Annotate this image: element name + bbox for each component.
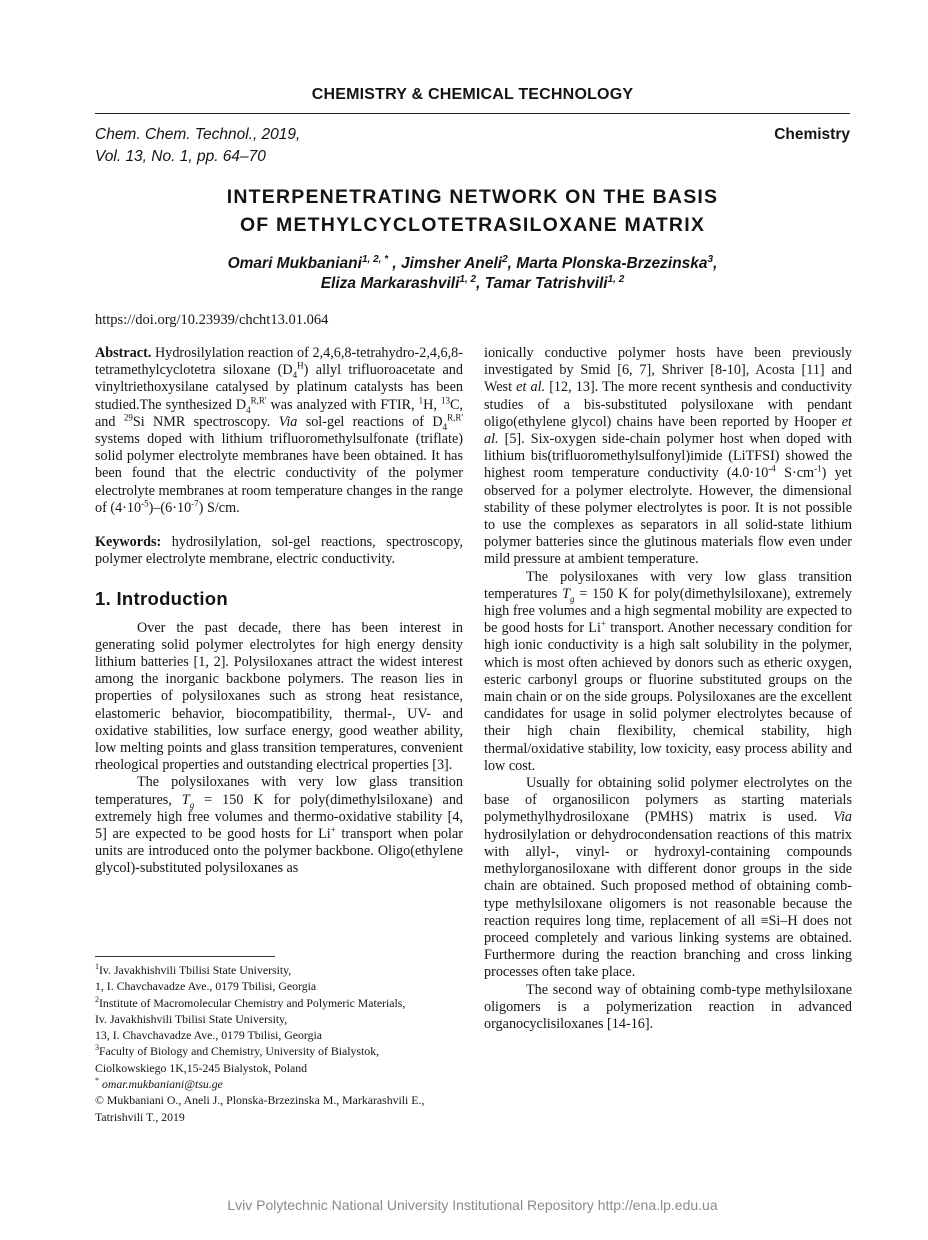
left-column: [95, 345, 463, 878]
footnote-marker: 1: [95, 962, 99, 972]
intro-paragraph-1: Over the past decade, there has been interest in generating solid polymer electrolytes for high energy density lithium batteries [1, 2]. Polysiloxanes attract the widest interest among the inorganic backbone polymers. The reason lies in properties of polysiloxanes such as strong heat resistance, elastomeric behavior, biocompatibility, thermal-, UV- and oxidative stabilities, low surface energy, good weather ability, low melting points and glass transition temperatures, convenient rheological properties and outstanding electrical properties [3].: [95, 619, 463, 774]
abstract-text: systems doped with lithium trifluoromethylsulfonate (triflate) solid polymer electrolyte membranes have been obtained. It has been found that the electric conductivity of the polymer electrolyte membranes at room temperature changes in the range of (4·10: [95, 431, 463, 516]
superscript: R,R': [447, 412, 463, 423]
citation-block: [95, 124, 495, 168]
superscript: 29: [123, 412, 133, 423]
superscript: 13: [440, 394, 450, 405]
superscript: +: [600, 618, 606, 629]
authors-line-1: Omari Mukbaniani$^{1, 2, *}$ , Jimsher Aneli$^2$, Marta Plonska-Brzezinska$^3$,: [227, 253, 718, 272]
author-name: Tamar Tatrishvili: [484, 275, 608, 292]
body-paragraph-2: [484, 569, 852, 775]
author-affiliation: 1, 2: [607, 273, 625, 285]
abstract-text: C, and: [95, 396, 463, 430]
citation-line-1: Chem. Chem. Technol., 2019,: [95, 126, 301, 143]
body-text: = 150 K for poly(dimethylsiloxane), extremely high free volumes and a high segmental mobility are expected to be good hosts for Li: [484, 585, 853, 637]
body-text: hydrosilylation or dehydrocondensation reactions of this matrix with allyl-, vinyl- or hydroxyl-containing compounds methylorganosiloxane with different donor groups in the side chain are obtained. Such proposed method of obtaining comb-type methylsiloxane oligomers is not reasonable because the reaction requires long time, replacement of all ≡Si–H does not proceed completely and various linking systems are obtained. Furthermore during the reaction branching and cross linking processes often take place.: [484, 826, 852, 981]
footnote-marker: *: [95, 1076, 99, 1086]
authors-line-2: Eliza Markarashvili$^{1, 2}$, Tamar Tatrishvili$^{1, 2}$: [320, 273, 625, 292]
doi-link[interactable]: https://doi.org/10.23939/chcht13.01.064: [95, 312, 329, 328]
italic-via: Via: [278, 413, 298, 430]
author-affiliation: 1, 2: [459, 273, 477, 285]
abstract-text: sol-gel reactions of D: [297, 413, 443, 430]
body-paragraph-1: [484, 345, 852, 569]
abstract-text: was analyzed with FTIR,: [266, 396, 419, 413]
abstract-label: Abstract.: [95, 345, 152, 361]
section-tag: Chemistry: [774, 126, 850, 143]
author-affiliation: 2: [502, 253, 508, 265]
superscript: -5: [141, 498, 149, 509]
body-text: = 150 K for poly(dimethylsiloxane) and extremely high free volumes and thermo-oxidative stability [4, 5] are expected to be good hosts for Li: [95, 791, 464, 843]
repository-footer: Lviv Polytechnic National University Institutional Repository http://ena.lp.edu.ua: [227, 1197, 718, 1213]
subscript: g: [569, 593, 575, 604]
abstract-text: )–(6·10: [148, 499, 192, 516]
keywords-text: hydrosilylation, sol-gel reactions, spectroscopy, polymer electrolyte membrane, electric conductivity.: [95, 534, 463, 568]
keywords-label: Keywords:: [95, 534, 162, 551]
intro-paragraph-2: [95, 774, 463, 877]
abstract-paragraph: [95, 345, 463, 517]
superscript: -4: [768, 463, 776, 474]
title-line-2: OF METHYLCYCLOTETRASILOXANE MATRIX: [239, 214, 706, 236]
footnote-text: Institute of Macromolecular Chemistry and Polymeric Materials,: [99, 995, 406, 1010]
footnote-line: 1, I. Chavchavadze Ave., 0179 Tbilisi, Georgia: [95, 979, 317, 994]
author-name: Eliza Markarashvili: [320, 275, 460, 292]
body-text: The polysiloxanes with very low glass transition temperatures,: [95, 774, 463, 808]
body-text: Usually for obtaining solid polymer electrolytes on the base of organosilicon polymers as starting materials polymethylhydrosiloxane (PMHS) matrix is used.: [484, 775, 852, 826]
body-text: transport. Another necessary condition for high ionic conductivity is a high salt solubility in the polymer, which is most often achieved by donors such as etheric oxygen, esteric carbonyl groups or fluorine substituted groups on the main chain or on the side groups. Polysiloxanes are the excellent candidates for usage in solid polymer electrolytes because of their high chain flexibility, chemical stability, high thermal/oxidative stability, low toxicity, easy process ability and low cost.: [484, 620, 852, 774]
title-line-1: INTERPENETRATING NETWORK ON THE BASIS: [226, 186, 719, 208]
subscript: 4: [442, 421, 448, 432]
body-paragraph-4: The second way of obtaining comb-type methylsiloxane oligomers is a polymerization reaction in advanced organocyclisiloxanes [14-16].: [484, 981, 852, 1032]
abstract-text: H,: [423, 396, 441, 413]
italic-tg: T: [562, 585, 570, 602]
subscript: 4: [292, 370, 298, 381]
footnote-text: Iv. Javakhishvili Tbilisi State University,: [99, 963, 292, 977]
author-list: [95, 254, 850, 294]
italic-et-al: et al.: [516, 379, 546, 396]
author-name: Marta Plonska-Brzezinska: [516, 255, 708, 272]
italic-tg: T: [181, 791, 190, 808]
footnote-rule: [95, 956, 275, 957]
superscript: 1: [418, 394, 424, 405]
abstract-text: ) S/cm.: [198, 499, 240, 516]
superscript: +: [330, 824, 336, 835]
body-text: [12, 13]. The more recent synthesis and conductivity studies of a bis-substituted polysiloxane with pendant oligo(ethylene glycol) chains have been reported by Hooper: [484, 379, 852, 430]
footnote-line: [95, 1043, 463, 1059]
citation-line-2: Vol. 13, No. 1, pp. 64–70: [95, 148, 266, 165]
abstract-text: ) allyl trifluoroacetate and vinyltriethoxysilane catalysed by platinum catalysts has been studied.The synthesized D: [95, 362, 463, 413]
paper-title: [95, 183, 850, 239]
footnote-line: 13, I. Chavchavadze Ave., 0179 Tbilisi, Georgia: [95, 1028, 323, 1043]
author-email[interactable]: omar.mukbaniani@tsu.ge: [101, 1077, 223, 1092]
author-affiliation: 3: [707, 253, 714, 265]
footnote-marker: 3: [95, 1043, 99, 1053]
footnote-line: Ciolkowskiego 1K,15-245 Bialystok, Poland: [95, 1060, 308, 1075]
body-text: [5]. Six-oxygen side-chain polymer host when doped with lithium bis(trifluoromethylsulfonyl)imide (LiTFSI) showed the highest room temperature conductivity (4.0·10: [484, 431, 852, 482]
body-text: The polysiloxanes with very low glass transition temperatures: [484, 568, 852, 602]
abstract-text: Hydrosilylation reaction of 2,4,6,8-tetrahydro-2,4,6,8-tetramethylcyclotetra siloxane (D: [95, 345, 463, 379]
subscript: 4: [246, 404, 251, 415]
footnote-line: Iv. Javakhishvili Tbilisi State University,: [95, 1011, 288, 1026]
footnote-line: [95, 995, 463, 1011]
superscript: H: [297, 360, 304, 371]
copyright-line: © Mukbaniani O., Aneli J., Plonska-Brzezinska M., Markarashvili E.,: [95, 1093, 425, 1108]
superscript: -7: [191, 498, 199, 509]
body-text: S·cm: [775, 465, 815, 482]
section-heading-introduction: 1. Introduction: [95, 588, 228, 610]
author-name: Jimsher Aneli: [401, 255, 503, 272]
journal-header: CHEMISTRY & CHEMICAL TECHNOLOGY: [311, 86, 634, 103]
right-column: [484, 345, 852, 1033]
abstract-text: Si NMR spectroscopy.: [132, 413, 279, 430]
subscript: g: [189, 799, 195, 810]
header-rule: [95, 113, 850, 114]
footnote-line: [95, 1076, 463, 1092]
superscript: -1: [814, 463, 822, 474]
footnotes: [95, 962, 463, 1125]
italic-et-al: et al.: [484, 413, 852, 448]
body-text: ionically conductive polymer hosts have been previously investigated by Smid [6, 7], Shriver [8-10], Acosta [11] and West: [484, 345, 852, 396]
body-paragraph-3: [484, 775, 852, 981]
keywords-paragraph: [95, 534, 463, 568]
footnote-marker: 2: [95, 994, 99, 1004]
body-text: ) yet observed for a polymer electrolyte. However, the dimensional stability of these polymer electrolytes is poor. It is not possible to use the complexes as separators in all solid-state lithium polymer batteries since the glutinous materials flow even under mild pressure at ambient temperature.: [484, 465, 852, 568]
italic-via: Via: [833, 809, 852, 826]
footnote-text: Faculty of Biology and Chemistry, University of Bialystok,: [99, 1044, 380, 1059]
footnote-line: [95, 962, 463, 978]
author-affiliation: 1, 2, *: [361, 253, 389, 265]
author-name: Omari Mukbaniani: [227, 255, 362, 272]
copyright-line: Tatrishvili T., 2019: [95, 1109, 185, 1124]
body-text: transport when polar units are introduced onto the polymer backbone. Oligo(ethylene glycol)-substituted polysiloxanes as: [95, 826, 463, 877]
superscript: R,R': [250, 394, 267, 405]
